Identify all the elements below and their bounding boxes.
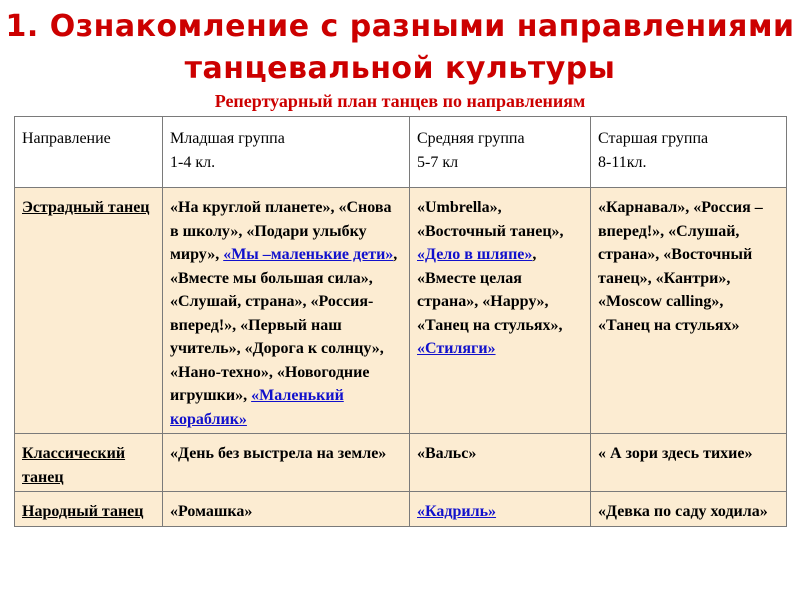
dance-list-text: «Umbrella», «Восточный танец»,	[417, 199, 564, 240]
table-header-row	[15, 117, 787, 188]
senior-cell	[591, 434, 787, 492]
dance-list-text: « А зори здесь тихие»	[598, 445, 753, 462]
dance-list-text: «Карнавал», «Россия – вперед!», «Слушай, страна», «Восточный танец», «Кантри», «Moscow calling», «Танец на стульях»	[598, 199, 763, 334]
page-title-line-1: 1. Ознакомление с разными направлениями	[5, 9, 795, 44]
middle-cell	[410, 434, 591, 492]
junior-cell	[163, 188, 410, 434]
senior-cell	[591, 492, 787, 527]
header-senior-group: Старшая группа 8-11кл.	[591, 117, 787, 188]
dance-link[interactable]: «Мы –маленькие дети»	[223, 246, 394, 263]
dance-link[interactable]: «Маленький кораблик»	[170, 387, 344, 428]
dance-link[interactable]: «Стиляги»	[417, 340, 496, 357]
table-row	[15, 434, 787, 492]
page-title-line-2: танцевальной культуры	[184, 51, 616, 86]
dance-list-text: «Ромашка»	[170, 503, 253, 520]
junior-cell	[163, 492, 410, 527]
dance-list-text: «День без выстрела на земле»	[170, 445, 387, 462]
middle-cell	[410, 188, 591, 434]
junior-cell	[163, 434, 410, 492]
direction-cell: Эстрадный танец	[15, 188, 163, 434]
dance-list-text: «Девка по саду ходила»	[598, 503, 768, 520]
table-caption: Репертуарный план танцев по направлениям	[214, 91, 586, 111]
direction-cell: Народный танец	[15, 492, 163, 527]
dance-link[interactable]: «Дело в шляпе»	[417, 246, 533, 263]
dance-list-text: , «Вместе мы большая сила», «Слушай, страна», «Россия-вперед!», «Первый наш учитель», «Дорога к солнцу», «Нано-техно», «Новогодние игрушки»,	[170, 246, 398, 404]
table-row	[15, 492, 787, 527]
senior-cell	[591, 188, 787, 434]
header-junior-group: Младшая группа 1-4 кл.	[163, 117, 410, 188]
dance-list-text: «Вальс»	[417, 445, 477, 462]
header-middle-group: Средняя группа 5-7 кл	[410, 117, 591, 188]
dance-list-text: «На круглой планете», «Снова в школу», «Подари улыбку миру»,	[170, 199, 392, 263]
header-direction: Направление	[15, 117, 163, 188]
repertoire-table	[14, 116, 787, 527]
dance-list-text: , «Вместе целая страна», «Happy», «Танец на стульях»,	[417, 246, 563, 334]
page-title	[0, 6, 800, 90]
middle-cell	[410, 492, 591, 527]
direction-cell: Классический танец	[15, 434, 163, 492]
dance-link[interactable]: «Кадриль»	[417, 503, 497, 520]
table-row	[15, 188, 787, 434]
